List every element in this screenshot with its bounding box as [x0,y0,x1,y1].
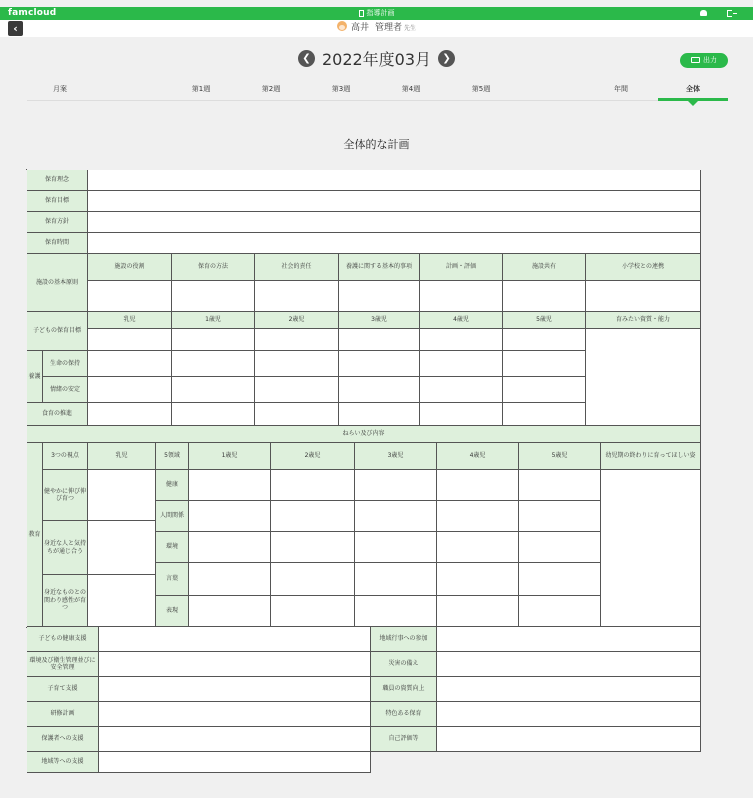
input-domain-5-age-3[interactable] [355,596,437,627]
tab-divider [27,100,727,101]
label-bottom-right-1: 地域行事への参加 [371,627,437,652]
input-domain-1-age-1[interactable] [189,470,271,501]
tab-week-1[interactable]: 第1週 [191,85,211,93]
input-domain-3-age-2[interactable] [271,532,355,563]
input-viewpoint-3[interactable] [88,575,156,627]
input-mokuhyo-5[interactable] [503,329,586,351]
current-user [0,20,753,37]
label-bottom-right-5: 自己評価等 [371,727,437,752]
input-domain-3-age-1[interactable] [189,532,271,563]
input-shishitsu-noryoku[interactable] [586,329,701,426]
section-nerai-naiyo: ねらい及び内容 [27,426,701,443]
input-domain-1-age-2[interactable] [271,470,355,501]
logout-icon[interactable] [727,10,732,17]
label-domain-kotoba: 言葉 [156,563,189,596]
input-shokuiku-5[interactable] [503,403,586,426]
input-seimei-1[interactable] [172,351,255,377]
input-domain-1-age-4[interactable] [437,470,519,501]
export-button-label: 出力 [703,56,717,64]
input-kihon-7[interactable] [586,281,701,312]
input-kihon-6[interactable] [503,281,586,312]
input-jocho-nyuji[interactable] [88,377,172,403]
input-domain-3-age-5[interactable] [519,532,601,563]
input-jocho-1[interactable] [172,377,255,403]
input-shokuiku-2[interactable] [255,403,339,426]
document-icon [359,10,364,17]
input-domain-2-age-5[interactable] [519,501,601,532]
input-jocho-4[interactable] [420,377,503,403]
input-seimei-4[interactable] [420,351,503,377]
chevron-left-icon: ‹ [13,22,18,35]
active-tab-caret [688,101,698,106]
input-domain-2-age-4[interactable] [437,501,519,532]
header-age-4: 4歳児 [420,312,503,329]
input-bottom-left-4[interactable] [99,702,371,727]
input-bottom-right-2[interactable] [437,652,701,677]
export-button[interactable] [680,53,728,68]
header-shishitsu-noryoku: 育みたい資質・能力 [586,312,701,329]
label-viewpoint-1: 健やかに伸び伸び育つ [43,470,88,521]
input-kihon-4[interactable] [339,281,420,312]
input-domain-4-age-5[interactable] [519,563,601,596]
input-viewpoint-1[interactable] [88,470,156,521]
user-name: 高井 [350,23,369,33]
input-domain-4-age-2[interactable] [271,563,355,596]
input-mokuhyo-3[interactable] [339,329,420,351]
input-domain-2-age-1[interactable] [189,501,271,532]
input-viewpoint-2[interactable] [88,521,156,575]
tab-week-4[interactable]: 第4週 [401,85,421,93]
tab-overall[interactable]: 全体 [686,85,700,93]
input-domain-1-age-3[interactable] [355,470,437,501]
tab-week-5[interactable]: 第5週 [471,85,491,93]
header-kihon-col-5: 計画・評価 [420,254,503,281]
label-hoiku-rinen: 保育理念 [27,170,88,191]
header-kyoiku-age-1: 1歳児 [189,443,271,470]
screen-title-label: 指導計画 [366,9,395,17]
next-month-button[interactable] [438,50,455,67]
header-age-1: 1歳児 [172,312,255,329]
prev-month-button[interactable] [298,50,315,67]
chevron-right-icon: ❯ [442,53,451,64]
input-domain-4-age-3[interactable] [355,563,437,596]
input-bottom-left-2[interactable] [99,652,371,677]
input-domain-1-age-5[interactable] [519,470,601,501]
header-kihon-col-4: 養護に関する基本的事項 [339,254,420,281]
screen-title [0,7,753,20]
input-bottom-right-4[interactable] [437,702,701,727]
header-kyoiku-nyuji: 乳児 [88,443,156,470]
input-shokuiku-4[interactable] [420,403,503,426]
input-jocho-5[interactable] [503,377,586,403]
label-seimei-hoji: 生命の保持 [43,351,88,377]
input-domain-3-age-4[interactable] [437,532,519,563]
label-bottom-right-2: 災害の備え [371,652,437,677]
input-shokuiku-nyuji[interactable] [88,403,172,426]
input-shokuiku-3[interactable] [339,403,420,426]
input-domain-5-age-5[interactable] [519,596,601,627]
input-hoiku-jikan[interactable] [88,233,701,254]
input-bottom-right-3[interactable] [437,677,701,702]
input-bottom-left-6[interactable] [99,752,371,773]
input-seimei-5[interactable] [503,351,586,377]
tab-week-3[interactable]: 第3週 [331,85,351,93]
header-age-nyuji: 乳児 [88,312,172,329]
tab-annual[interactable]: 年間 [614,85,628,93]
label-kihon-gensoku: 施設の基本原則 [27,254,88,312]
header-kyoiku-age-3: 3歳児 [355,443,437,470]
header-kihon-col-6: 施設共有 [503,254,586,281]
input-mokuhyo-1[interactable] [172,329,255,351]
label-bottom-left-1: 子どもの健康支援 [27,627,99,652]
header-kyoiku-age-4: 4歳児 [437,443,519,470]
month-navigator [0,47,753,71]
label-bottom-left-2: 環境及び衛生管理並びに安全管理 [27,652,99,677]
input-bottom-right-1[interactable] [437,627,701,652]
header-kyoiku-age-2: 2歳児 [271,443,355,470]
header-kihon-col-1: 施設の役割 [88,254,172,281]
header-age-2: 2歳児 [255,312,339,329]
header-go-ryoiki: 5領域 [156,443,189,470]
input-domain-4-age-4[interactable] [437,563,519,596]
input-kihon-1[interactable] [88,281,172,312]
input-domain-2-age-3[interactable] [355,501,437,532]
label-domain-hyogen: 表現 [156,596,189,627]
header-kihon-col-3: 社会的責任 [255,254,339,281]
label-jocho-antei: 情緒の安定 [43,377,88,403]
input-seimei-2[interactable] [255,351,339,377]
input-domain-4-age-1[interactable] [189,563,271,596]
input-domain-5-age-2[interactable] [271,596,355,627]
input-domain-5-age-1[interactable] [189,596,271,627]
header-kyoiku-age-5: 5歳児 [519,443,601,470]
input-mokuhyo-4[interactable] [420,329,503,351]
header-mittsu-shiten: 3つの視点 [43,443,88,470]
header-age-5: 5歳児 [503,312,586,329]
input-shokuiku-1[interactable] [172,403,255,426]
label-kodomo-mokuhyo: 子どもの保育目標 [27,312,88,351]
label-domain-kankyo: 環境 [156,532,189,563]
header-age-3: 3歳児 [339,312,420,329]
label-yogo: 養護 [27,351,43,403]
input-jocho-3[interactable] [339,377,420,403]
page-title: 全体的な計画 [343,138,410,151]
label-hoiku-hoshin: 保育方針 [27,212,88,233]
user-role: 管理者 [374,23,402,33]
header-owari-sugata: 幼児期の終わりに育ってほしい姿 [601,443,701,470]
label-shokuiku: 食育の推進 [27,403,88,426]
label-bottom-left-4: 研修計画 [27,702,99,727]
input-bottom-right-5[interactable] [437,727,701,752]
label-bottom-left-6: 地域等への支援 [27,752,99,773]
label-bottom-left-5: 保護者への支援 [27,727,99,752]
label-bottom-right-3: 職員の資質向上 [371,677,437,702]
user-suffix: 先生 [404,25,417,32]
input-hoiku-rinen[interactable] [88,170,701,191]
app-header-bar [0,7,753,20]
input-bottom-left-5[interactable] [99,727,371,752]
label-hoiku-jikan: 保育時間 [27,233,88,254]
label-viewpoint-2: 身近な人と気持ちが通じ合う [43,521,88,575]
bell-icon[interactable] [700,10,707,16]
input-kihon-5[interactable] [420,281,503,312]
label-hoiku-mokuhyo: 保育目標 [27,191,88,212]
input-bottom-left-3[interactable] [99,677,371,702]
label-kyoiku: 教育 [27,443,43,627]
input-bottom-left-1[interactable] [99,627,371,652]
printer-icon [691,57,700,63]
input-hoiku-hoshin[interactable] [88,212,701,233]
input-mokuhyo-nyuji[interactable] [88,329,172,351]
month-label: 2022年度03月 [321,50,432,69]
avatar [337,21,347,31]
input-owari-sugata[interactable] [601,470,701,627]
input-domain-2-age-2[interactable] [271,501,355,532]
input-hoiku-mokuhyo[interactable] [88,191,701,212]
label-bottom-left-3: 子育て支援 [27,677,99,702]
input-kihon-2[interactable] [172,281,255,312]
tab-week-2[interactable]: 第2週 [261,85,281,93]
header-kihon-col-2: 保育の方法 [172,254,255,281]
label-bottom-right-4: 特色ある保育 [371,702,437,727]
input-jocho-2[interactable] [255,377,339,403]
input-seimei-nyuji[interactable] [88,351,172,377]
input-kihon-3[interactable] [255,281,339,312]
user-bar [0,20,753,37]
input-domain-3-age-3[interactable] [355,532,437,563]
input-seimei-3[interactable] [339,351,420,377]
tab-monthly[interactable]: 月案 [53,85,67,93]
label-viewpoint-3: 身近なものとの関わり感性が育つ [43,575,88,627]
chevron-left-icon: ❮ [302,53,311,64]
brand-logo: famcloud [8,8,57,18]
input-mokuhyo-2[interactable] [255,329,339,351]
label-domain-kenko: 健康 [156,470,189,501]
input-domain-5-age-4[interactable] [437,596,519,627]
header-kihon-col-7: 小学校との連携 [586,254,701,281]
label-domain-ningen-kankei: 人間関係 [156,501,189,532]
